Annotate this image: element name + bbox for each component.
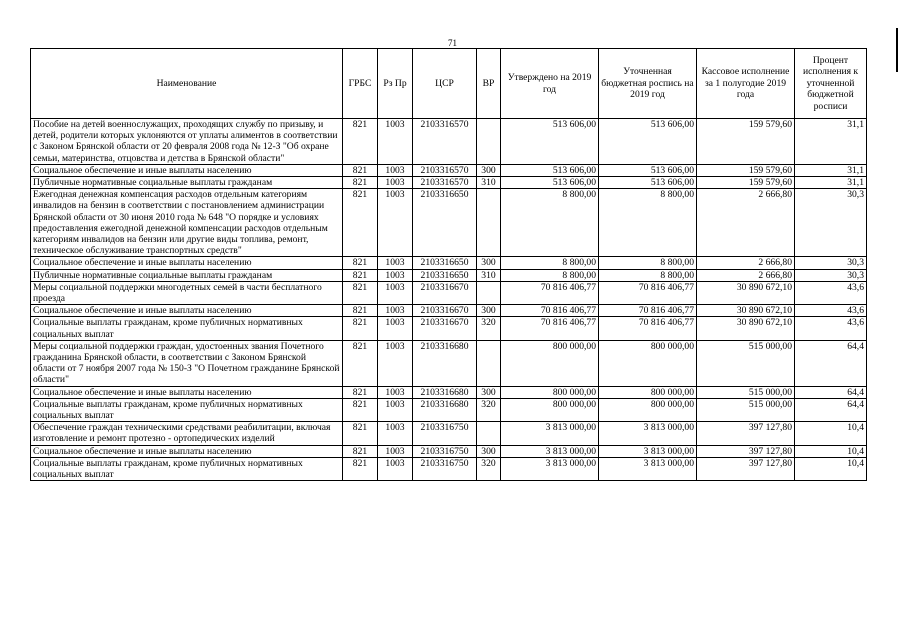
row-csr: 2103316670 (413, 305, 477, 317)
table-row (31, 398, 867, 421)
row-cash: 159 579,60 (697, 177, 795, 189)
row-name: Социальное обеспечение и иные выплаты населению (31, 445, 343, 457)
row-name: Публичные нормативные социальные выплаты гражданам (31, 269, 343, 281)
row-vr: 320 (477, 398, 501, 421)
row-refined: 513 606,00 (599, 177, 697, 189)
row-name: Ежегодная денежная компенсация расходов отдельным категориям инвалидов на бензин в соответствии с постановлением администрации Брянской области от 30 июня 2010 года № 648 "О порядке и условиях предоставления ежегодной денежной компенсации расходов отдельным категориям инвалидов на бензин или другие виды топлива, ремонт, техническое обслуживание транспортных средств" (31, 189, 343, 257)
row-refined: 8 800,00 (599, 189, 697, 257)
row-grbs: 821 (343, 164, 378, 176)
header-csr: ЦСР (413, 49, 477, 119)
row-vr: 310 (477, 177, 501, 189)
row-grbs: 821 (343, 422, 378, 445)
row-grbs: 821 (343, 305, 378, 317)
table-body (31, 119, 867, 481)
row-refined: 800 000,00 (599, 398, 697, 421)
row-cash: 397 127,80 (697, 445, 795, 457)
row-refined: 3 813 000,00 (599, 457, 697, 480)
row-grbs: 821 (343, 340, 378, 386)
row-name: Социальные выплаты гражданам, кроме публичных нормативных социальных выплат (31, 457, 343, 480)
row-refined: 3 813 000,00 (599, 445, 697, 457)
row-approved: 3 813 000,00 (501, 457, 599, 480)
row-rzpr: 1003 (378, 281, 413, 304)
row-percent: 30,3 (795, 257, 867, 269)
row-csr: 2103316680 (413, 398, 477, 421)
row-approved: 70 816 406,77 (501, 281, 599, 304)
row-vr: 300 (477, 386, 501, 398)
row-percent: 31,1 (795, 177, 867, 189)
row-csr: 2103316570 (413, 177, 477, 189)
row-name: Меры социальной поддержки многодетных семей в части бесплатного проезда (31, 281, 343, 304)
header-approved: Утверждено на 2019 год (501, 49, 599, 119)
row-name: Социальное обеспечение и иные выплаты населению (31, 164, 343, 176)
row-grbs: 821 (343, 257, 378, 269)
row-approved: 8 800,00 (501, 189, 599, 257)
row-vr: 300 (477, 305, 501, 317)
row-csr: 2103316650 (413, 257, 477, 269)
row-csr: 2103316570 (413, 119, 477, 165)
row-percent: 64,4 (795, 340, 867, 386)
row-csr: 2103316750 (413, 422, 477, 445)
row-rzpr: 1003 (378, 305, 413, 317)
row-vr (477, 340, 501, 386)
table-row (31, 317, 867, 340)
row-csr: 2103316670 (413, 281, 477, 304)
row-csr: 2103316650 (413, 269, 477, 281)
row-percent: 43,6 (795, 305, 867, 317)
row-refined: 513 606,00 (599, 164, 697, 176)
table-row (31, 457, 867, 480)
row-percent: 30,3 (795, 189, 867, 257)
row-rzpr: 1003 (378, 164, 413, 176)
row-approved: 70 816 406,77 (501, 317, 599, 340)
table-row (31, 340, 867, 386)
row-name: Социальное обеспечение и иные выплаты населению (31, 386, 343, 398)
row-grbs: 821 (343, 281, 378, 304)
header-percent: Процент исполнения к уточненной бюджетной росписи (795, 49, 867, 119)
row-approved: 70 816 406,77 (501, 305, 599, 317)
table-row (31, 305, 867, 317)
row-grbs: 821 (343, 386, 378, 398)
row-grbs: 821 (343, 445, 378, 457)
row-vr (477, 119, 501, 165)
row-percent: 10,4 (795, 422, 867, 445)
row-approved: 8 800,00 (501, 257, 599, 269)
header-rzpr: Рз Пр (378, 49, 413, 119)
row-csr: 2103316650 (413, 189, 477, 257)
row-csr: 2103316750 (413, 457, 477, 480)
row-approved: 513 606,00 (501, 119, 599, 165)
row-approved: 3 813 000,00 (501, 422, 599, 445)
row-approved: 513 606,00 (501, 177, 599, 189)
row-name: Пособие на детей военнослужащих, проходящих службу по призыву, и детей, родители которых уклоняются от уплаты алиментов в соответствии с Законом Брянской области от 20 февраля 2008 года № 12-З "Об охране семьи, материнства, отцовства и детства в Брянской области" (31, 119, 343, 165)
table-row (31, 257, 867, 269)
row-vr: 300 (477, 164, 501, 176)
row-csr: 2103316570 (413, 164, 477, 176)
row-cash: 159 579,60 (697, 164, 795, 176)
row-vr (477, 422, 501, 445)
row-vr: 300 (477, 257, 501, 269)
row-rzpr: 1003 (378, 457, 413, 480)
row-approved: 800 000,00 (501, 340, 599, 386)
table-row (31, 164, 867, 176)
row-percent: 10,4 (795, 457, 867, 480)
header-row (31, 49, 867, 119)
table-row (31, 177, 867, 189)
row-vr (477, 189, 501, 257)
row-rzpr: 1003 (378, 422, 413, 445)
row-percent: 10,4 (795, 445, 867, 457)
row-name: Социальные выплаты гражданам, кроме публичных нормативных социальных выплат (31, 317, 343, 340)
row-name: Социальное обеспечение и иные выплаты населению (31, 305, 343, 317)
row-rzpr: 1003 (378, 386, 413, 398)
row-vr: 320 (477, 317, 501, 340)
header-refined: Уточненная бюджетная роспись на 2019 год (599, 49, 697, 119)
row-vr: 300 (477, 445, 501, 457)
row-approved: 3 813 000,00 (501, 445, 599, 457)
row-grbs: 821 (343, 457, 378, 480)
row-refined: 70 816 406,77 (599, 281, 697, 304)
row-percent: 30,3 (795, 269, 867, 281)
row-cash: 2 666,80 (697, 269, 795, 281)
table-row (31, 445, 867, 457)
row-refined: 8 800,00 (599, 269, 697, 281)
row-name: Меры социальной поддержки граждан, удостоенных звания Почетного гражданина Брянской области, в соответствии с Законом Брянской области от 7 ноября 2007 года № 150-З "О Почетном гражданине Брянской области" (31, 340, 343, 386)
budget-table (30, 48, 867, 481)
row-approved: 800 000,00 (501, 386, 599, 398)
row-cash: 159 579,60 (697, 119, 795, 165)
row-rzpr: 1003 (378, 445, 413, 457)
row-refined: 513 606,00 (599, 119, 697, 165)
row-name: Социальные выплаты гражданам, кроме публичных нормативных социальных выплат (31, 398, 343, 421)
row-rzpr: 1003 (378, 119, 413, 165)
row-name: Публичные нормативные социальные выплаты гражданам (31, 177, 343, 189)
row-rzpr: 1003 (378, 257, 413, 269)
row-cash: 515 000,00 (697, 386, 795, 398)
header-name: Наименование (31, 49, 343, 119)
row-name: Обеспечение граждан техническими средствами реабилитации, включая изготовление и ремонт протезно - ортопедических изделий (31, 422, 343, 445)
row-cash: 2 666,80 (697, 257, 795, 269)
row-cash: 30 890 672,10 (697, 305, 795, 317)
row-vr: 320 (477, 457, 501, 480)
row-cash: 515 000,00 (697, 398, 795, 421)
row-grbs: 821 (343, 177, 378, 189)
row-rzpr: 1003 (378, 269, 413, 281)
row-percent: 43,6 (795, 317, 867, 340)
row-csr: 2103316680 (413, 340, 477, 386)
row-percent: 43,6 (795, 281, 867, 304)
row-cash: 30 890 672,10 (697, 317, 795, 340)
row-refined: 70 816 406,77 (599, 317, 697, 340)
row-name: Социальное обеспечение и иные выплаты населению (31, 257, 343, 269)
header-vr: ВР (477, 49, 501, 119)
row-refined: 3 813 000,00 (599, 422, 697, 445)
page-number: 71 (448, 38, 457, 48)
row-cash: 30 890 672,10 (697, 281, 795, 304)
row-cash: 397 127,80 (697, 457, 795, 480)
row-refined: 800 000,00 (599, 340, 697, 386)
row-approved: 800 000,00 (501, 398, 599, 421)
row-percent: 64,4 (795, 398, 867, 421)
header-grbs: ГРБС (343, 49, 378, 119)
row-cash: 515 000,00 (697, 340, 795, 386)
margin-bar (896, 28, 898, 72)
table-row (31, 422, 867, 445)
row-rzpr: 1003 (378, 177, 413, 189)
table-row (31, 119, 867, 165)
row-csr: 2103316680 (413, 386, 477, 398)
row-grbs: 821 (343, 189, 378, 257)
row-cash: 2 666,80 (697, 189, 795, 257)
row-approved: 513 606,00 (501, 164, 599, 176)
row-rzpr: 1003 (378, 189, 413, 257)
row-grbs: 821 (343, 398, 378, 421)
row-grbs: 821 (343, 269, 378, 281)
row-cash: 397 127,80 (697, 422, 795, 445)
row-csr: 2103316750 (413, 445, 477, 457)
row-percent: 31,1 (795, 164, 867, 176)
table-row (31, 386, 867, 398)
row-refined: 800 000,00 (599, 386, 697, 398)
table-row (31, 281, 867, 304)
row-refined: 70 816 406,77 (599, 305, 697, 317)
row-vr: 310 (477, 269, 501, 281)
row-percent: 64,4 (795, 386, 867, 398)
row-refined: 8 800,00 (599, 257, 697, 269)
header-cash: Кассовое исполнение за 1 полугодие 2019 года (697, 49, 795, 119)
row-rzpr: 1003 (378, 398, 413, 421)
table-row (31, 269, 867, 281)
table-row (31, 189, 867, 257)
row-grbs: 821 (343, 317, 378, 340)
row-grbs: 821 (343, 119, 378, 165)
row-rzpr: 1003 (378, 340, 413, 386)
row-csr: 2103316670 (413, 317, 477, 340)
row-vr (477, 281, 501, 304)
row-percent: 31,1 (795, 119, 867, 165)
row-approved: 8 800,00 (501, 269, 599, 281)
row-rzpr: 1003 (378, 317, 413, 340)
